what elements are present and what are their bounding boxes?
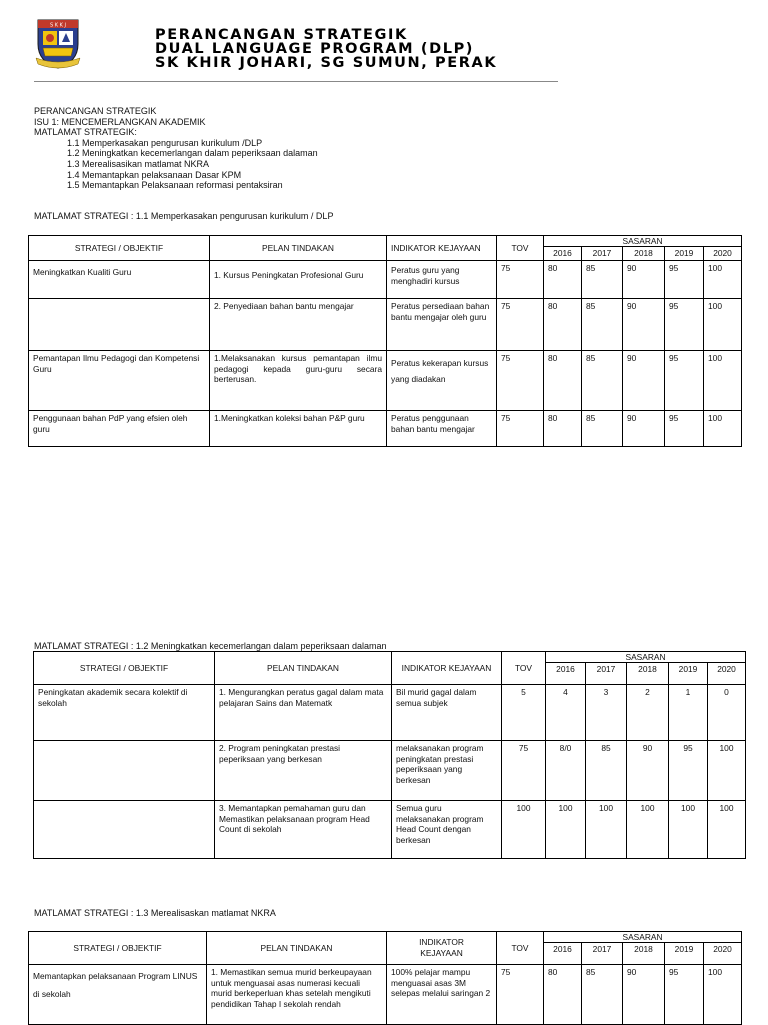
- cell-target: 85: [582, 411, 623, 447]
- cell-target: 95: [669, 741, 708, 801]
- cell-indikator: Peratus persediaan bahan bantu mengajar oleh guru: [387, 299, 497, 351]
- cell-strategi: [34, 801, 215, 859]
- header-strategi: STRATEGI / OBJEKTIF: [29, 236, 210, 261]
- goal-item: 1.1 Memperkasakan pengurusan kurikulum /DLP: [67, 137, 263, 148]
- goal-item: 1.2 Meningkatkan kecemerlangan dalam peperiksaan dalaman: [67, 148, 318, 159]
- cell-target: 1: [669, 685, 708, 741]
- header-sasaran: SASARAN: [544, 932, 742, 943]
- cell-strategi: Meningkatkan Kualiti Guru: [29, 261, 210, 299]
- cell-pelan: 1.Meningkatkan koleksi bahan P&P guru: [210, 411, 387, 447]
- section3-table: [28, 931, 742, 1025]
- title-line-3: SK KHIR JOHARI, SG SUMUN, PERAK: [155, 55, 498, 71]
- intro-issue: ISU 1: MENCEMERLANGKAN AKADEMIK: [34, 116, 206, 127]
- cell-target: 100: [704, 299, 742, 351]
- table-row: [34, 741, 746, 801]
- cell-tov: 75: [497, 965, 544, 1025]
- cell-target: 85: [582, 261, 623, 299]
- intro-heading: PERANCANGAN STRATEGIK: [34, 106, 157, 116]
- cell-target: 90: [623, 351, 665, 411]
- header-year: 2018: [627, 663, 669, 685]
- cell-strategi: Peningkatan akademik secara kolektif di sekolah: [34, 685, 215, 741]
- cell-tov: 75: [497, 351, 544, 411]
- cell-target: 85: [582, 965, 623, 1025]
- header-year: 2016: [546, 663, 586, 685]
- header-strategi: STRATEGI / OBJEKTIF: [29, 932, 207, 965]
- header-year: 2016: [544, 943, 582, 965]
- svg-text:S K K J: S K K J: [50, 22, 66, 29]
- header-sasaran: SASARAN: [544, 236, 742, 247]
- header-indikator: INDIKATOR KEJAYAAN: [387, 236, 497, 261]
- cell-target: 85: [582, 299, 623, 351]
- header-year: 2019: [665, 247, 704, 261]
- header-tov: TOV: [497, 236, 544, 261]
- header-year: 2018: [623, 247, 665, 261]
- cell-target: 85: [582, 351, 623, 411]
- cell-target: 100: [708, 741, 746, 801]
- cell-target: 100: [704, 261, 742, 299]
- cell-tov: 100: [502, 801, 546, 859]
- header-pelan: PELAN TINDAKAN: [210, 236, 387, 261]
- cell-strategi: [29, 299, 210, 351]
- cell-indikator: Peratus penggunaan bahan bantu mengajar: [387, 411, 497, 447]
- cell-target: 95: [665, 261, 704, 299]
- cell-target: 95: [665, 299, 704, 351]
- cell-target: 80: [544, 261, 582, 299]
- header-sasaran: SASARAN: [546, 652, 746, 663]
- header-year: 2017: [582, 247, 623, 261]
- cell-tov: 75: [497, 411, 544, 447]
- cell-indikator: melaksanakan program peningkatan prestasi peperiksaan yang berkesan: [392, 741, 502, 801]
- title-line-2: DUAL LANGUAGE PROGRAM (DLP): [155, 41, 475, 57]
- cell-pelan: 3. Memantapkan pemahaman guru dan Memastikan pelaksanaan program Head Count di sekolah: [215, 801, 392, 859]
- header-tov: TOV: [502, 652, 546, 685]
- cell-pelan: 1. Memastikan semua murid berkeupayaan untuk menguasai asas numerasi kecuali murid berkeperluan khas setelah mengikuti pendidikan Tahap I sekolah rendah: [207, 965, 387, 1025]
- goal-item: 1.3 Merealisasikan matlamat NKRA: [67, 158, 210, 169]
- table-row: [29, 965, 742, 1025]
- cell-target: 90: [623, 411, 665, 447]
- cell-target: 85: [586, 741, 627, 801]
- cell-target: 100: [708, 801, 746, 859]
- cell-strategi: Memantapkan pelaksanaan Program LINUS di sekolah: [29, 965, 207, 1025]
- cell-indikator: Bil murid gagal dalam semua subjek: [392, 685, 502, 741]
- cell-indikator: 100% pelajar mampu menguasai asas 3M selepas melalui saringan 2: [387, 965, 497, 1025]
- cell-target: 100: [627, 801, 669, 859]
- cell-pelan: 2. Penyediaan bahan bantu mengajar: [210, 299, 387, 351]
- cell-target: 4: [546, 685, 586, 741]
- header-year: 2020: [708, 663, 746, 685]
- cell-strategi: [34, 741, 215, 801]
- table-row: [29, 351, 742, 411]
- table-row: [29, 411, 742, 447]
- cell-indikator: Semua guru melaksanakan program Head Count dengan berkesan: [392, 801, 502, 859]
- header-divider: [34, 81, 558, 82]
- header-indikator-line2: KEJAYAAN: [420, 948, 463, 958]
- header-tov: TOV: [497, 932, 544, 965]
- header-year: 2017: [582, 943, 623, 965]
- cell-target: 95: [665, 411, 704, 447]
- goal-item: 1.4 Memantapkan pelaksanaan Dasar KPM: [67, 169, 242, 180]
- cell-target: 90: [627, 741, 669, 801]
- section1-matlamat: MATLAMAT STRATEGI : 1.1 Memperkasakan pengurusan kurikulum / DLP: [34, 211, 334, 221]
- cell-target: 100: [669, 801, 708, 859]
- cell-tov: 5: [502, 685, 546, 741]
- table-row: [34, 685, 746, 741]
- section2-matlamat: MATLAMAT STRATEGI : 1.2 Meningkatkan kecemerlangan dalam peperiksaan dalaman: [34, 641, 387, 651]
- cell-target: 8/0: [546, 741, 586, 801]
- cell-target: 100: [704, 351, 742, 411]
- cell-tov: 75: [497, 299, 544, 351]
- intro-goal-heading: MATLAMAT STRATEGIK:: [34, 127, 137, 138]
- cell-tov: 75: [497, 261, 544, 299]
- table-row: [29, 299, 742, 351]
- cell-target: 95: [665, 351, 704, 411]
- table-row: [29, 261, 742, 299]
- cell-strategi: Penggunaan bahan PdP yang efsien oleh guru: [29, 411, 210, 447]
- cell-indikator: Peratus kekerapan kursus yang diadakan: [387, 351, 497, 411]
- cell-target: 80: [544, 299, 582, 351]
- cell-target: 80: [544, 965, 582, 1025]
- header-year: 2017: [586, 663, 627, 685]
- header-pelan: PELAN TINDAKAN: [215, 652, 392, 685]
- cell-target: 2: [627, 685, 669, 741]
- cell-target: 80: [544, 351, 582, 411]
- header-year: 2020: [704, 247, 742, 261]
- header-indikator: INDIKATOR KEJAYAAN: [392, 652, 502, 685]
- cell-target: 90: [623, 965, 665, 1025]
- cell-target: 100: [704, 965, 742, 1025]
- cell-target: 100: [546, 801, 586, 859]
- header-indikator: [387, 932, 497, 965]
- goal-item: 1.5 Memantapkan Pelaksanaan reformasi pentaksiran: [67, 180, 283, 191]
- cell-strategi: Pemantapan Ilmu Pedagogi dan Kompetensi Guru: [29, 351, 210, 411]
- cell-target: 95: [665, 965, 704, 1025]
- title-line-1: PERANCANGAN STRATEGIK: [155, 27, 408, 43]
- table-row: [34, 801, 746, 859]
- cell-target: 80: [544, 411, 582, 447]
- section3-matlamat: MATLAMAT STRATEGI : 1.3 Merealisaskan matlamat NKRA: [34, 908, 276, 918]
- header-year: 2019: [665, 943, 704, 965]
- cell-tov: 75: [502, 741, 546, 801]
- cell-pelan: 2. Program peningkatan prestasi peperiksaan yang berkesan: [215, 741, 392, 801]
- cell-pelan: 1. Kursus Peningkatan Profesional Guru: [210, 261, 387, 299]
- school-crest-logo: [34, 14, 82, 70]
- header-year: 2019: [669, 663, 708, 685]
- header-pelan: PELAN TINDAKAN: [207, 932, 387, 965]
- cell-indikator: Peratus guru yang menghadiri kursus: [387, 261, 497, 299]
- section2-table: [33, 651, 746, 859]
- cell-pelan: 1. Mengurangkan peratus gagal dalam mata pelajaran Sains dan Matematk: [215, 685, 392, 741]
- cell-pelan: 1.Melaksanakan kursus pemantapan ilmu pedagogi kepada guru-guru secara berterusan.: [210, 351, 387, 411]
- section1-table: [28, 235, 742, 447]
- cell-target: 90: [623, 261, 665, 299]
- header-year: 2016: [544, 247, 582, 261]
- cell-target: 100: [586, 801, 627, 859]
- header-year: 2018: [623, 943, 665, 965]
- cell-target: 90: [623, 299, 665, 351]
- header-strategi: STRATEGI / OBJEKTIF: [34, 652, 215, 685]
- header-year: 2020: [704, 943, 742, 965]
- cell-target: 100: [704, 411, 742, 447]
- header-indikator-line1: INDIKATOR: [419, 937, 464, 948]
- cell-target: 0: [708, 685, 746, 741]
- intro-block: [34, 106, 318, 191]
- cell-target: 3: [586, 685, 627, 741]
